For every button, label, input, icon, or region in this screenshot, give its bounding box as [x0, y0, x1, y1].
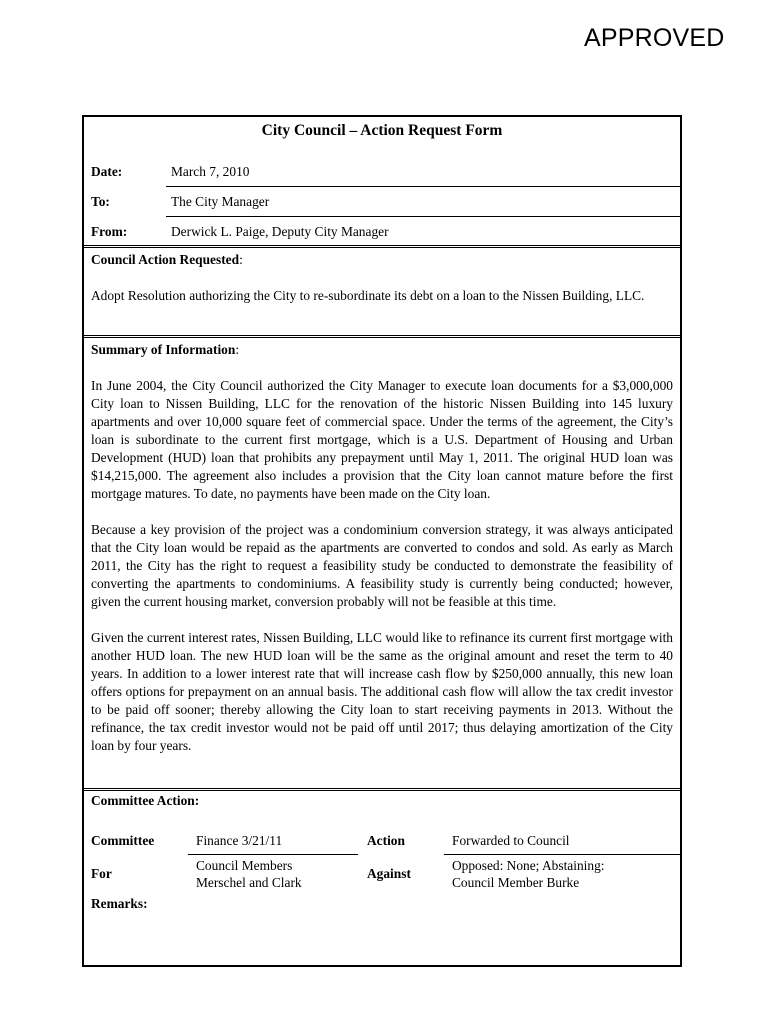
action-value: Forwarded to Council	[452, 833, 570, 848]
committee-value: Finance 3/21/11	[196, 833, 283, 848]
from-label: From:	[91, 224, 128, 239]
from-value: Derwick L. Paige, Deputy City Manager	[171, 224, 389, 239]
council-action-text: Adopt Resolution authorizing the City to re-subordinate its debt on a loan to the Nissen Building, LLC.	[91, 288, 645, 303]
to-label: To:	[91, 194, 110, 209]
date-label: Date:	[91, 164, 123, 179]
action-underline	[444, 854, 680, 855]
for-value-line2: Merschel and Clark	[196, 875, 302, 890]
summary-paragraph-2: Because a key provision of the project was a condominium conversion strategy, it was always anticipated that the City loan would be repaid as the apartments are converted to condos and sold. As early as March 2011, the City has the right to request a feasibility study be conducted to demonstrate the feasibility of converting the apartments to condominiums. A feasibility study is currently being conducted; however, given the current housing market, conversion probably will not be feasible at this time.	[91, 522, 673, 609]
committee-action-heading: Committee Action:	[91, 793, 200, 808]
for-label: For	[91, 866, 112, 881]
to-value: The City Manager	[171, 194, 270, 209]
council-action-requested-section: Council Action Requested: Adopt Resolution authorizing the City to re-subordinate its debt on a loan to the Nissen Building, LLC.	[91, 251, 673, 305]
committee-underline	[188, 854, 358, 855]
date-row	[84, 157, 680, 187]
against-value-line1: Opposed: None; Abstaining:	[452, 858, 605, 873]
summary-divider	[84, 788, 680, 791]
header-divider	[84, 245, 680, 248]
for-value	[196, 857, 302, 891]
against-label: Against	[367, 866, 411, 881]
summary-section: Summary of Information: In June 2004, the City Council authorized the City Manager to execute loan documents for a $3,000,000 City loan to Nissen Building, LLC for the renovation of the historic Nissen Building into 145 luxury apartments and over 10,000 square feet of commercial space. Under the terms of the agreement, the City’s loan is subordinate to the current first mortgage, which is a U.S. Department of Housing and Urban Development (HUD) loan that prohibits any prepayment until May 1, 2011. The original HUD loan was $14,215,000. The agreement also includes a provision that the City loan cannot mature before the first mortgage matures. To date, no payments have been made on the City loan. Because a key provision of the project was a condominium conversion strategy, it was always anticipated that the City loan would be repaid as the apartments are converted to condos and sold. As early as March 2011, the City has the right to request a feasibility study be conducted to demonstrate the feasibility of converting the apartments to condominiums. A feasibility study is currently being conducted; however, given the current housing market, conversion probably will not be feasible at this time. Given the current interest rates, Nissen Building, LLC would like to refinance its current first mortgage with another HUD loan. The new HUD loan will be the same as the original amount and reset the term to 40 years. In addition to a lower interest rate that will increase cash flow by $250,000 annually, this new loan offers options for prepayment on an annual basis. The additional cash flow will allow the tax credit investor to be paid off sooner; thereby allowing the City loan to start receiving payments in 2013. Without the refinance, the tax credit investor would not be paid off until 2017; thus delaying amortization of the City loan by four years.	[91, 342, 673, 753]
action-request-form	[82, 115, 682, 967]
against-value	[452, 857, 605, 891]
form-title: City Council – Action Request Form	[261, 122, 503, 139]
summary-paragraph-3: Given the current interest rates, Nissen Building, LLC would like to refinance its current first mortgage with another HUD loan. The new HUD loan will be the same as the original amount and reset the term to 40 years. In addition to a lower interest rate that will increase cash flow by $250,000 annually, this new loan offers options for prepayment on an annual basis. The additional cash flow will allow the tax credit investor to be paid off sooner; thereby allowing the City loan to start receiving payments in 2013. Without the refinance, the tax credit investor would not be paid off until 2017; thus delaying amortization of the City loan by four years.	[91, 630, 673, 753]
summary-paragraph-1: In June 2004, the City Council authorized the City Manager to execute loan documents for a $3,000,000 City loan to Nissen Building, LLC for the renovation of the historic Nissen Building into 145 luxury apartments and over 10,000 square feet of commercial space. Under the terms of the agreement, the City’s loan is subordinate to the current first mortgage, which is a U.S. Department of Housing and Urban Development (HUD) loan that prohibits any prepayment until May 1, 2011. The original HUD loan was $14,215,000. The agreement also includes a provision that the City loan cannot mature before the first mortgage matures. To date, no payments have been made on the City loan.	[91, 378, 673, 501]
date-value: March 7, 2010	[171, 164, 250, 179]
action-label: Action	[367, 833, 405, 848]
remarks-label: Remarks:	[91, 896, 148, 911]
summary-heading: Summary of Information	[91, 342, 236, 357]
from-row	[84, 217, 680, 247]
to-row	[84, 187, 680, 217]
approved-stamp: APPROVED	[584, 24, 725, 52]
action-divider	[84, 335, 680, 338]
committee-label: Committee	[91, 833, 155, 848]
council-action-heading: Council Action Requested	[91, 252, 240, 267]
against-value-line2: Council Member Burke	[452, 875, 580, 890]
for-value-line1: Council Members	[196, 858, 293, 873]
